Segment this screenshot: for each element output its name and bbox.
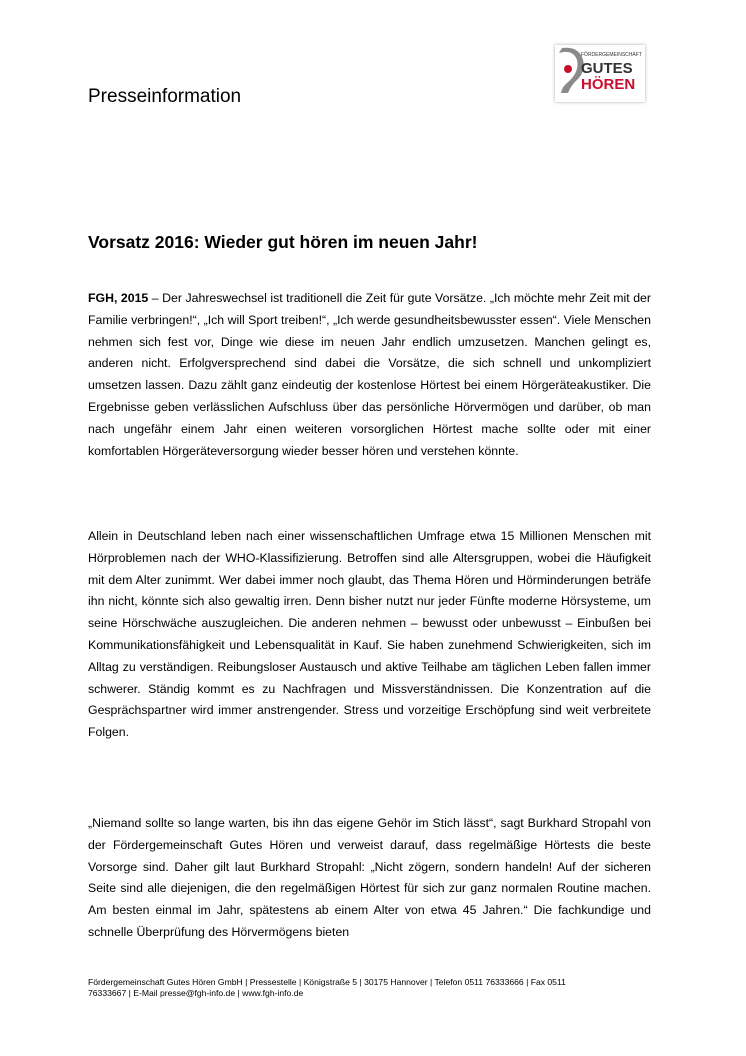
paragraph-1-text: – Der Jahreswechsel ist traditionell die Zeit für gute Vorsätze. „Ich möchte mehr Zeit mit der Familie verbringen!“, „Ich will Sport treiben!“, „Ich werde gesundheitsbewusster essen“. Viele Menschen nehmen sich fest vor, Dinge wie diese im neuen Jahr endlich umzusetzen. Manchen gelingt es, anderen nicht. Erfolgversprechend sind dabei die Vorsätze, die sich schnell und unkompliziert umsetzen lassen. Dazu zählt ganz eindeutig der kostenlose Hörtest bei einem Hörgeräteakustiker. Die Ergebnisse geben verlässlichen Aufschluss über das persönliche Hörvermögen und darüber, ob man nach ungefähr einem Jahr einen weiteren vorsorglichen Hörtest mache sollte oder mit einer komfortablen Hörgeräteversorgung wieder besser hören und verstehen könnte. [88,291,651,458]
article-paragraph-1 [88,288,651,462]
ear-dot-icon [564,65,572,73]
fgh-logo [555,45,645,102]
article-paragraph-3: „Niemand sollte so lange warten, bis ihn das eigene Gehör im Stich lässt“, sagt Burkhard Stropahl von der Fördergemeinschaft Gutes Hören und verweist darauf, dass regelmäßige Hörtests die beste Vorsorge sind. Daher gilt laut Burkhard Stropahl: „Nicht zögern, sondern handeln! Auf der sicheren Seite sind alle diejenigen, die den regelmäßigen Hörtest für sich zur ganz normalen Routine machen. Am besten einmal im Jahr, spätestens ab einem Alter von etwa 45 Jahren.“ Die fachkundige und schnelle Überprüfung des Hörvermögens bieten [88,816,651,939]
dateline: FGH, 2015 [88,291,149,305]
footer-line-2: 76333667 | E-Mail presse@fgh-info.de | www.fgh-info.de [88,988,304,998]
footer-line-1: Fördergemeinschaft Gutes Hören GmbH | Pressestelle | Königstraße 5 | 30175 Hannover | Telefon 0511 76333666 | Fax 0511 [88,977,566,987]
logo-line3: HÖREN [581,76,636,93]
logo-line1: FÖRDERGEMEINSCHAFT [581,52,642,58]
article-headline: Vorsatz 2016: Wieder gut hören im neuen Jahr! [88,232,478,252]
article-paragraph-2: Allein in Deutschland leben nach einer wissenschaftlichen Umfrage etwa 15 Millionen Menschen mit Hörproblemen nach der WHO-Klassifizierung. Betroffen sind alle Altersgruppen, wobei die Häufigkeit mit dem Alter zunimmt. Wer dabei immer noch glaubt, das Thema Hören und Hörminderungen beträfe ihn nicht, könnte sich also gewaltig irren. Denn bisher nutzt nur jeder Fünfte moderne Hörsysteme, um seine Hörschwäche auszugleichen. Die anderen nehmen – bewusst oder unbewusst – Einbußen bei Kommunikationsfähigkeit und Lebensqualität in Kauf. Sie haben zunehmend Schwierigkeiten, sich im Alltag zu verständigen. Reibungsloser Austausch und aktive Teilhabe am täglichen Leben fallen immer schwerer. Ständig kommt es zu Nachfragen und Missverständnissen. Die Konzentration auf die Gesprächspartner wird immer anstrengender. Stress und vorzeitige Erschöpfung sind weit verbreitete Folgen. [88,529,651,740]
page-title: Presseinformation [88,86,242,107]
page-footer [88,977,653,999]
logo-line2: GUTES [581,60,633,77]
logo-graphic [555,45,645,102]
